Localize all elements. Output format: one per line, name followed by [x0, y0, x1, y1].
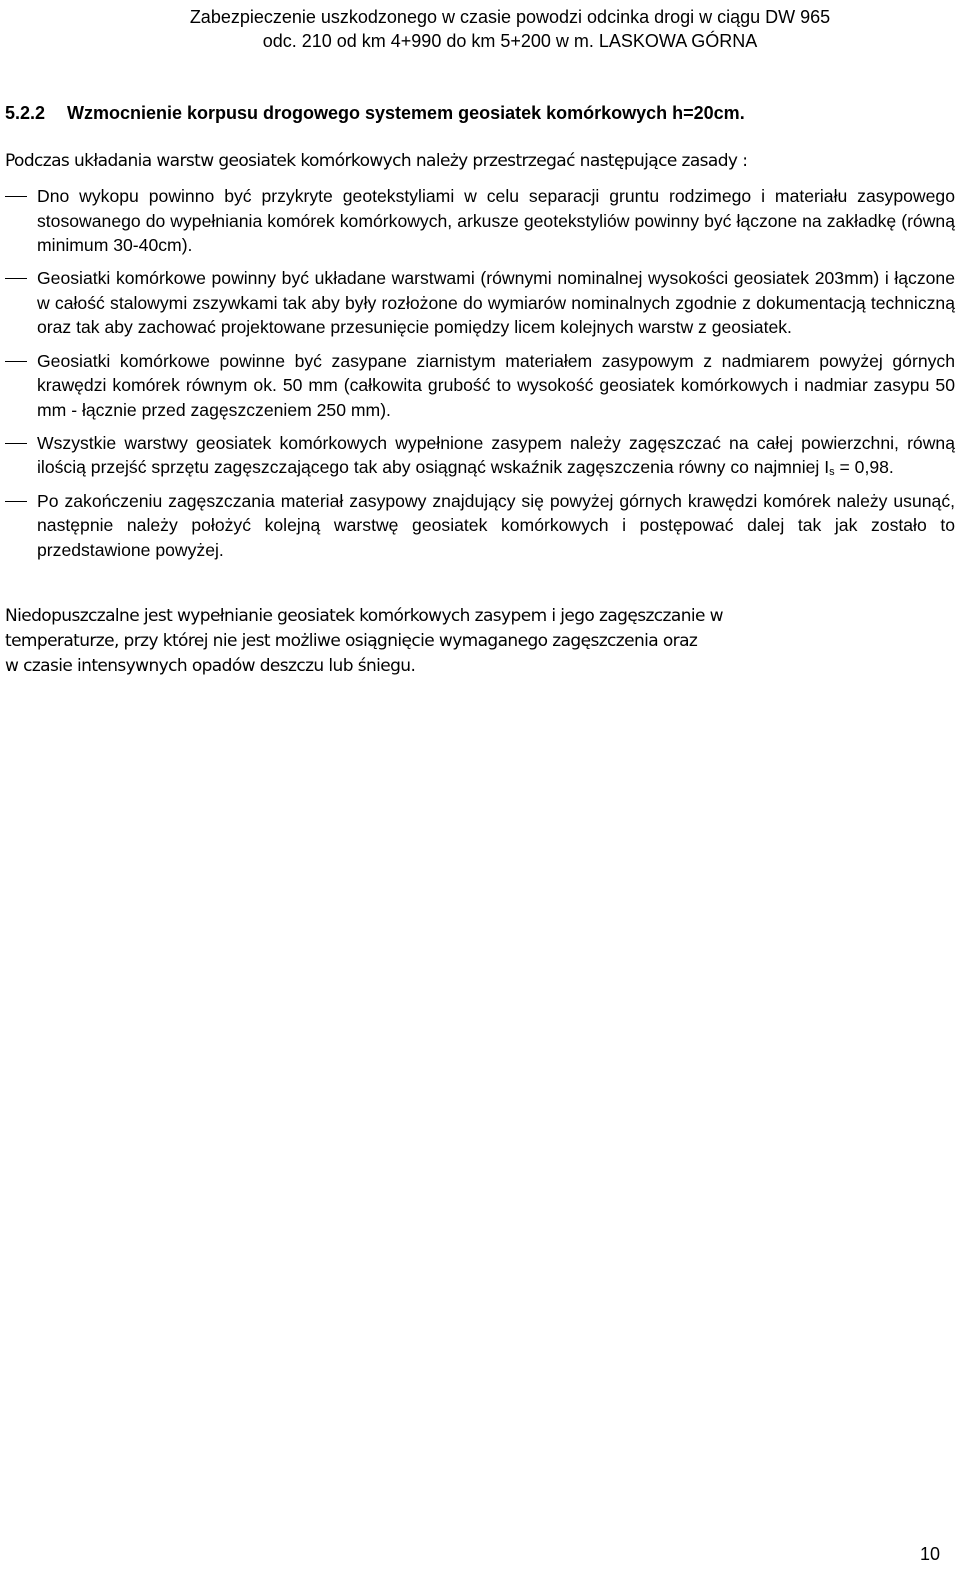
section-title: Wzmocnienie korpusu drogowego systemem geosiatek komórkowych h=20cm.: [67, 103, 745, 123]
list-item: [5, 489, 955, 563]
list-item-text: Wszystkie warstwy geosiatek komórkowych wypełnione zasypem należy zagęszczać na całej powierzchni, równą ilością przejść sprzętu zagęszczającego tak aby osiągnąć wskaźnik zagęszczenia równy co najmniej I: [37, 432, 955, 478]
list-item-text: Dno wykopu powinno być przykryte geotekstyliami w celu separacji gruntu rodzimego i materiału zasypowego stosowanego do wypełniania komórek komórkowych, arkusze geotekstyliów powinny być łączone na zakładkę (równą minimum 30-40cm).: [37, 186, 955, 256]
list-item-text-end: = 0,98.: [834, 457, 894, 478]
section-heading: [5, 103, 745, 124]
header-line-2: odc. 210 od km 4+990 do km 5+200 w m. LASKOWA GÓRNA: [262, 31, 758, 51]
page-header: [0, 5, 960, 53]
list-item: [5, 266, 955, 340]
note-line-1: Niedopuszczalne jest wypełnianie geosiatek komórkowych zasypem i jego zagęszczanie w: [5, 606, 723, 626]
dash-bullet: [5, 501, 27, 502]
list-item-text: Geosiatki komórkowe powinne być zasypane ziarnistym materiałem zasypowym z nadmiarem powyżej górnych krawędzi komórek równym ok. 50 mm (całkowita grubość to wysokość geosiatek komórkowych i nadmiar zasypu 50 mm - łącznie przed zagęszczeniem 250 mm).: [37, 350, 955, 420]
rules-list: [5, 184, 955, 571]
dash-bullet: [5, 196, 27, 197]
intro-text: Podczas układania warstw geosiatek komórkowych należy przestrzegać następujące zasady :: [5, 151, 748, 171]
note-line-3: w czasie intensywnych opadów deszczu lub śniegu.: [5, 656, 416, 676]
dash-bullet: [5, 361, 27, 362]
list-item-text: Po zakończeniu zagęszczania materiał zasypowy znajdujący się powyżej górnych krawędzi komórek należy usunąć, następnie należy położyć kolejną warstwę geosiatek komórkowych i postępować dalej tak jak zostało to przedstawione powyżej.: [37, 490, 955, 560]
list-item: [5, 184, 955, 258]
subscript-s: s: [829, 466, 835, 479]
dash-bullet: [5, 443, 27, 444]
page-number: 10: [920, 1544, 941, 1564]
note-line-2: temperaturze, przy której nie jest możliwe osiągnięcie wymaganego zagęszczenia oraz: [5, 631, 698, 651]
list-item: [5, 431, 955, 480]
dash-bullet: [5, 278, 27, 279]
list-item: [5, 349, 955, 423]
warning-note: [5, 604, 835, 679]
section-number: 5.2.2: [5, 103, 46, 123]
list-item-text: Geosiatki komórkowe powinny być układane warstwami (równymi nominalnej wysokości geosiatek 203mm) i łączone w całość stalowymi zszywkami tak aby były rozłożone do wymiarów nominalnych zgodnie z dokumentacją techniczną oraz tak aby zachować projektowane przesunięcie pomiędzy licem kolejnych warstw z geosiatek.: [37, 268, 955, 338]
header-line-1: Zabezpieczenie uszkodzonego w czasie powodzi odcinka drogi w ciągu DW 965: [189, 7, 831, 27]
